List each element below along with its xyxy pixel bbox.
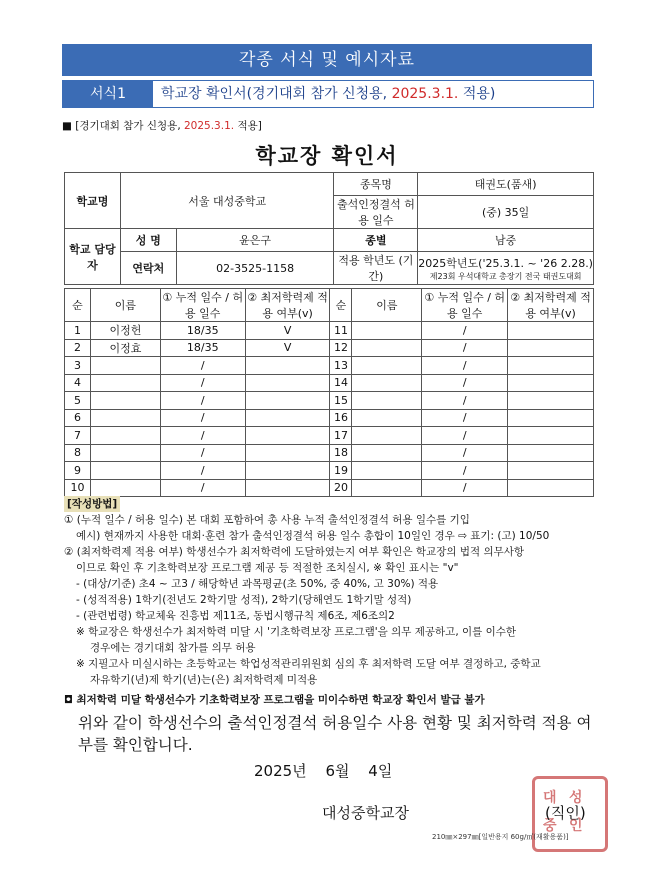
- table-row: [65, 427, 594, 445]
- cell-name2: [352, 392, 422, 410]
- cell-count2: /: [422, 462, 508, 480]
- cell-name2: [352, 339, 422, 357]
- cell-count: 18/35: [160, 322, 245, 340]
- cell-count: /: [160, 374, 245, 392]
- cell-no2: 17: [330, 427, 352, 445]
- cell-count2: /: [422, 409, 508, 427]
- cell-no2: 13: [330, 357, 352, 375]
- form-tag: [62, 118, 262, 133]
- instruction-line: - (관련법령) 학교체육 진흥법 제11조, 동법시행규칙 제6조, 제6조의2: [76, 610, 395, 622]
- student-list-table: [64, 288, 594, 497]
- cell-name2: [352, 479, 422, 497]
- staff-label: 학교 담당자: [65, 229, 121, 285]
- cell-min: [245, 374, 330, 392]
- confirmation-text: 위와 같이 학생선수의 출석인정결석 허용일수 사용 현황 및 최저학력 적용 여부를 확인합니다.: [78, 714, 592, 754]
- cell-name: [90, 392, 160, 410]
- cell-count: 18/35: [160, 339, 245, 357]
- form-subtitle: [153, 81, 593, 107]
- cell-min2: [508, 357, 594, 375]
- cell-no2: 20: [330, 479, 352, 497]
- cell-no2: 18: [330, 444, 352, 462]
- cell-count: /: [160, 392, 245, 410]
- year-value: 2025학년도('25.3.1. ~ '26 2.28.): [418, 256, 593, 270]
- cell-count2: /: [422, 479, 508, 497]
- contact-label: 연락처: [120, 252, 176, 285]
- cell-min2: [508, 374, 594, 392]
- page-banner: 각종 서식 및 예시자료: [62, 44, 592, 76]
- cell-name2: [352, 357, 422, 375]
- cell-no: 4: [65, 374, 91, 392]
- form-subtitle-tail: 적용): [462, 86, 496, 102]
- gender-value: 남중: [418, 229, 594, 252]
- cell-count: /: [160, 357, 245, 375]
- cell-no: 9: [65, 462, 91, 480]
- cell-no2: 15: [330, 392, 352, 410]
- instructions-heading: [작성방법]: [64, 496, 120, 512]
- cell-name: 이정헌: [90, 322, 160, 340]
- date-month: 6월: [325, 762, 350, 780]
- instruction-line: - (성적적용) 1학기(전년도 2학기말 성적), 2학기(당해연도 1학기말 성적): [76, 594, 412, 606]
- form-number-label: 서식1: [63, 81, 153, 107]
- table-row: [65, 462, 594, 480]
- cell-no2: 16: [330, 409, 352, 427]
- cell-min2: [508, 392, 594, 410]
- cell-no: 2: [65, 339, 91, 357]
- cell-min2: [508, 462, 594, 480]
- col-min: ② 최저학력제 적용 여부(v): [245, 289, 330, 322]
- cell-no: 7: [65, 427, 91, 445]
- cell-name2: [352, 409, 422, 427]
- instructions: [64, 496, 604, 708]
- school-name: 서울 대성중학교: [120, 173, 334, 229]
- cell-no: 3: [65, 357, 91, 375]
- instruction-line: ① (누적 일수 / 허용 일수) 본 대회 포함하여 총 사용 누적 출석인정결석 허용 일수를 기입: [64, 514, 470, 526]
- cell-min: [245, 392, 330, 410]
- year-label: 적용 학년도 (기간): [334, 252, 418, 285]
- cell-no2: 14: [330, 374, 352, 392]
- cell-name: [90, 357, 160, 375]
- cell-name: 이정효: [90, 339, 160, 357]
- seal-label: (직인): [545, 804, 586, 822]
- col-count-2: ① 누적 일수 / 허용 일수: [422, 289, 508, 322]
- date-day: 4일: [368, 762, 393, 780]
- cell-no: 8: [65, 444, 91, 462]
- allow-days-label: 출석인정결석 허용 일수: [334, 196, 418, 229]
- cell-no2: 11: [330, 322, 352, 340]
- cell-count2: /: [422, 374, 508, 392]
- form-tag-text: ■ [경기대회 참가 신청용,: [62, 120, 181, 132]
- col-count: ① 누적 일수 / 허용 일수: [160, 289, 245, 322]
- instruction-line: 자유학기(년)제 학기(년)는(은) 최저학력제 미적용: [90, 674, 318, 686]
- instruction-line: 경우에는 경기대회 참가를 의무 허용: [90, 642, 256, 654]
- school-info-table: [64, 172, 594, 285]
- table-row: [65, 322, 594, 340]
- cell-count: /: [160, 409, 245, 427]
- allow-days-value: (중) 35일: [418, 196, 594, 229]
- event-label: 종목명: [334, 173, 418, 196]
- table-row: [65, 392, 594, 410]
- cell-name: [90, 409, 160, 427]
- table-row: [65, 444, 594, 462]
- cell-name: [90, 427, 160, 445]
- cell-min: [245, 479, 330, 497]
- instruction-line: 예시) 현재까지 사용한 대회·훈련 참가 출석인정결석 허용 일수 총합이 10일인 경우 ⇨ 표기: (고) 10/50: [76, 530, 550, 542]
- paper-spec: 210㎜×297㎜[일반용지 60g/㎡(재활용품)]: [432, 833, 569, 841]
- cell-count: /: [160, 479, 245, 497]
- cell-no: 6: [65, 409, 91, 427]
- cell-count2: /: [422, 427, 508, 445]
- col-no: 순: [65, 289, 91, 322]
- cell-min: [245, 427, 330, 445]
- contact-value: 02-3525-1158: [176, 252, 334, 285]
- col-name-2: 이름: [352, 289, 422, 322]
- cell-min2: [508, 339, 594, 357]
- col-no-2: 순: [330, 289, 352, 322]
- cell-name: [90, 479, 160, 497]
- table-row: [65, 479, 594, 497]
- cell-min2: [508, 444, 594, 462]
- col-min-2: ② 최저학력제 적용 여부(v): [508, 289, 594, 322]
- cell-min2: [508, 322, 594, 340]
- cell-name: [90, 462, 160, 480]
- cell-count2: /: [422, 357, 508, 375]
- form-subtitle-bar: [62, 80, 594, 108]
- cell-name: [90, 444, 160, 462]
- cell-count2: /: [422, 322, 508, 340]
- document-title: 학교장 확인서: [255, 144, 399, 168]
- cell-count: /: [160, 427, 245, 445]
- instruction-line: ※ 지필고사 미실시하는 초등학교는 학업성적관리위원회 심의 후 최저학력 도달 여부 결정하고, 중학교: [76, 658, 541, 670]
- cell-name2: [352, 462, 422, 480]
- cell-min: [245, 409, 330, 427]
- form-tag-date: 2025.3.1.: [184, 120, 235, 132]
- cell-count2: /: [422, 444, 508, 462]
- cell-no2: 12: [330, 339, 352, 357]
- principal-signature: 대성중학교장: [322, 804, 409, 822]
- table-row: [65, 409, 594, 427]
- competition-name: 제23회 우석대학교 총장기 전국 태권도대회: [429, 271, 582, 281]
- cell-min: [245, 357, 330, 375]
- table-row: [65, 374, 594, 392]
- cell-no: 1: [65, 322, 91, 340]
- school-label: 학교명: [65, 173, 121, 229]
- table-row: [65, 357, 594, 375]
- year-cell: [418, 252, 594, 285]
- form-subtitle-text: 학교장 확인서(경기대회 참가 신청용,: [161, 86, 388, 102]
- form-tag-tail: 적용]: [237, 120, 262, 132]
- cell-no: 5: [65, 392, 91, 410]
- cell-name2: [352, 427, 422, 445]
- cell-no: 10: [65, 479, 91, 497]
- table-row: [65, 339, 594, 357]
- cell-min: V: [245, 322, 330, 340]
- cell-name: [90, 374, 160, 392]
- cell-count2: /: [422, 392, 508, 410]
- cell-min2: [508, 479, 594, 497]
- staff-name-label: 성 명: [120, 229, 176, 252]
- instruction-line: - (대상/기준) 초4 ~ 고3 / 해당학년 과목평균(초 50%, 중 40%, 고 30%) 적용: [76, 578, 439, 590]
- gender-label: 종별: [334, 229, 418, 252]
- event-value: 태권도(품새): [418, 173, 594, 196]
- cell-min2: [508, 409, 594, 427]
- date-year: 2025년: [254, 762, 307, 780]
- cell-min: [245, 444, 330, 462]
- issue-date: [254, 760, 392, 781]
- cell-count2: /: [422, 339, 508, 357]
- cell-min: [245, 462, 330, 480]
- form-subtitle-date: 2025.3.1.: [391, 86, 459, 102]
- cell-name2: [352, 374, 422, 392]
- cell-min: V: [245, 339, 330, 357]
- cell-name2: [352, 444, 422, 462]
- col-name: 이름: [90, 289, 160, 322]
- instruction-line: ② (최저학력제 적용 여부) 학생선수가 최저학력에 도달하였는지 여부 확인은 학교장의 법적 의무사항: [64, 546, 525, 558]
- cell-count: /: [160, 462, 245, 480]
- cell-name2: [352, 322, 422, 340]
- instruction-line: ◘ 최저학력 미달 학생선수가 기초학력보장 프로그램을 미이수하면 학교장 확인서 발급 불가: [64, 694, 485, 706]
- cell-min2: [508, 427, 594, 445]
- staff-name: 윤은구: [176, 229, 334, 252]
- official-seal-stamp: 대 성 중 인: [532, 776, 608, 852]
- instruction-line: 이므로 확인 후 기초학력보장 프로그램 제공 등 적절한 조치실시, ※ 확인 표시는 "v": [76, 562, 459, 574]
- instruction-line: ※ 학교장은 학생선수가 최저학력 미달 시 '기초학력보장 프로그램'을 의무 제공하고, 이를 이수한: [76, 626, 517, 638]
- cell-count: /: [160, 444, 245, 462]
- cell-no2: 19: [330, 462, 352, 480]
